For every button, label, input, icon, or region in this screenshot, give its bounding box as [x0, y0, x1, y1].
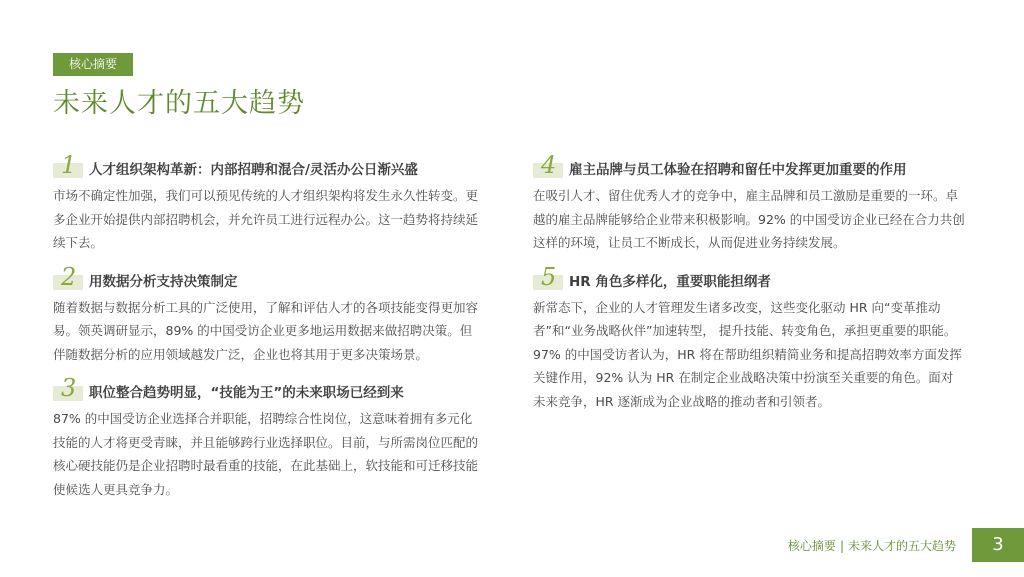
footer-section: 核心摘要 [787, 539, 836, 553]
trend-title: 职位整合趋势明显，“技能为王”的未来职场已经到来 [89, 385, 404, 401]
number-digit: 4 [541, 151, 557, 179]
trend-number [53, 151, 89, 180]
number-digit: 2 [61, 262, 77, 291]
right-column [533, 153, 965, 423]
page-number: 3 [972, 528, 1024, 562]
left-column [53, 153, 483, 511]
trend-header [53, 376, 483, 406]
trend-header [533, 153, 965, 183]
trend-title: 用数据分析支持决策制定 [89, 273, 238, 290]
number-digit: 5 [541, 262, 557, 291]
number-digit: 1 [61, 151, 77, 179]
trend-body: 87% 的中国受访企业选择合并职能，招聘综合性岗位，这意味着拥有多元化技能的人才将更受青睐，并且能够跨行业选择职位。目前，与所需岗位匹配的核心硬技能仍是企业招聘时最看重的技能，在此基础上，软技能和可迁移技能使候选人更具竞争力。 [53, 411, 479, 497]
trend-item-2 [53, 262, 483, 367]
trend-title: HR 角色多样化，重要职能担纲者 [569, 273, 771, 290]
trend-number [533, 151, 569, 180]
trend-item-1 [53, 153, 483, 255]
trend-body: 市场不确定性加强，我们可以预见传统的人才组织架构将发生永久性转变。更多企业开始提供内部招聘机会，并允许员工进行远程办公。这一趋势将持续延续下去。 [53, 188, 479, 250]
trend-header [53, 153, 483, 183]
trend-body: 在吸引人才、留住优秀人才的竞争中，雇主品牌和员工激励是重要的一环。卓越的雇主品牌能够给企业带来积极影响。92% 的中国受访企业已经在合力共创这样的环境，让员工不断成长，从而促进业务持续发展。 [533, 188, 965, 250]
footer-separator: | [839, 539, 844, 553]
trend-number [53, 374, 89, 403]
page-title: 未来人才的五大趋势 [53, 88, 305, 119]
footer-caption [788, 537, 956, 554]
trend-body: 随着数据与数据分析工具的广泛使用，了解和评估人才的各项技能变得更加容易。领英调研显示，89% 的中国受访企业更多地运用数据来做招聘决策。但伴随数据分析的应用领域越发广泛，企业也将其用于更多决策场景。 [53, 299, 479, 362]
trend-item-4 [533, 153, 965, 255]
number-digit: 3 [61, 374, 77, 402]
trend-title: 人才组织架构革新：内部招聘和混合/灵活办公日渐兴盛 [89, 162, 418, 178]
trend-number [53, 262, 89, 292]
trend-header [53, 262, 483, 295]
trend-item-5 [533, 262, 965, 414]
section-tag: 核心摘要 [53, 53, 133, 76]
trend-item-3 [53, 376, 483, 501]
footer-title: 未来人才的五大趋势 [847, 539, 956, 553]
trend-body: 新常态下，企业的人才管理发生诸多改变，这些变化驱动 HR 向“变革推动者”和“业务战略伙伴”加速转型， 提升技能、转变角色，承担更重要的职能。97% 的中国受访者认为，HR 将在帮助组织精简业务和提高招聘效率方面发挥关键作用，92% 认为 HR 在制定企业战略决策中扮演至关重要的角色。面对未来竞争，HR 逐渐成为企业战略的推动者和引领者。 [533, 299, 962, 409]
trend-title: 雇主品牌与员工体验在招聘和留任中发挥更加重要的作用 [569, 162, 907, 178]
trend-header [533, 262, 965, 295]
trend-number [533, 262, 569, 292]
